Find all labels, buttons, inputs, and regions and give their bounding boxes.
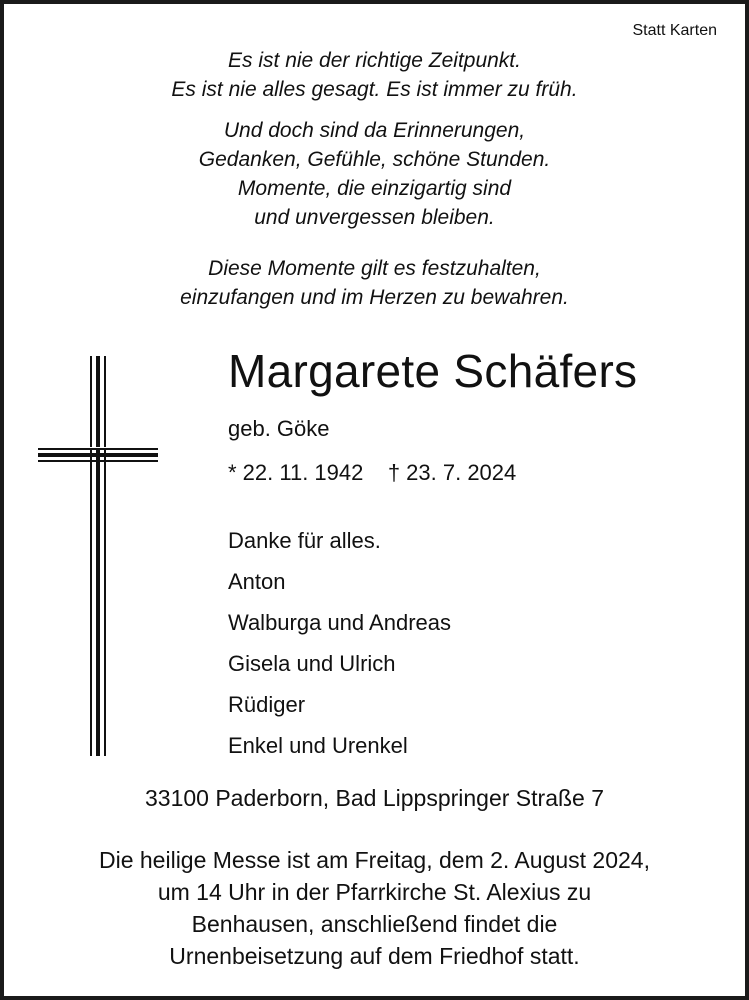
mourner-line: Rüdiger — [228, 692, 306, 717]
poem-stanza-1 — [4, 46, 745, 104]
poem-line: Und doch sind da Erinnerungen, — [223, 119, 526, 142]
service-line: Die heilige Messe ist am Freitag, dem 2. August 2024, — [98, 847, 650, 873]
poem-line: Diese Momente gilt es festzuhalten, — [208, 257, 541, 280]
mourner-line: Enkel und Urenkel — [228, 733, 408, 758]
service-line: Benhausen, anschließend findet die — [191, 911, 558, 937]
poem-line: und unvergessen bleiben. — [254, 206, 495, 229]
mourners-list — [228, 520, 451, 766]
mourner-line: Walburga und Andreas — [228, 610, 451, 635]
mourner-line: Anton — [228, 569, 286, 594]
poem-stanza-2 — [4, 116, 745, 232]
poem-line: einzufangen und im Herzen zu bewahren. — [180, 286, 569, 309]
deceased-name: Margarete Schäfers — [228, 345, 638, 397]
service-info — [4, 844, 745, 972]
poem-line: Momente, die einzigartig sind — [237, 177, 512, 200]
service-line: Urnenbeisetzung auf dem Friedhof statt. — [169, 943, 580, 969]
poem-stanza-3 — [4, 254, 745, 312]
poem-line: Es ist nie der richtige Zeitpunkt. — [228, 49, 521, 72]
poem-line: Es ist nie alles gesagt. Es ist immer zu früh. — [171, 78, 578, 101]
mourner-line: Danke für alles. — [228, 528, 381, 553]
obituary-card — [4, 4, 745, 996]
poem-line: Gedanken, Gefühle, schöne Stunden. — [198, 148, 551, 171]
birth-name: geb. Göke — [228, 416, 330, 441]
mourner-line: Gisela und Ulrich — [228, 651, 396, 676]
statt-karten-note: Statt Karten — [632, 22, 717, 39]
service-line: um 14 Uhr in der Pfarrkirche St. Alexius zu — [157, 879, 592, 905]
address: 33100 Paderborn, Bad Lippspringer Straße 7 — [144, 785, 605, 811]
life-dates: * 22. 11. 1942 † 23. 7. 2024 — [228, 460, 517, 485]
